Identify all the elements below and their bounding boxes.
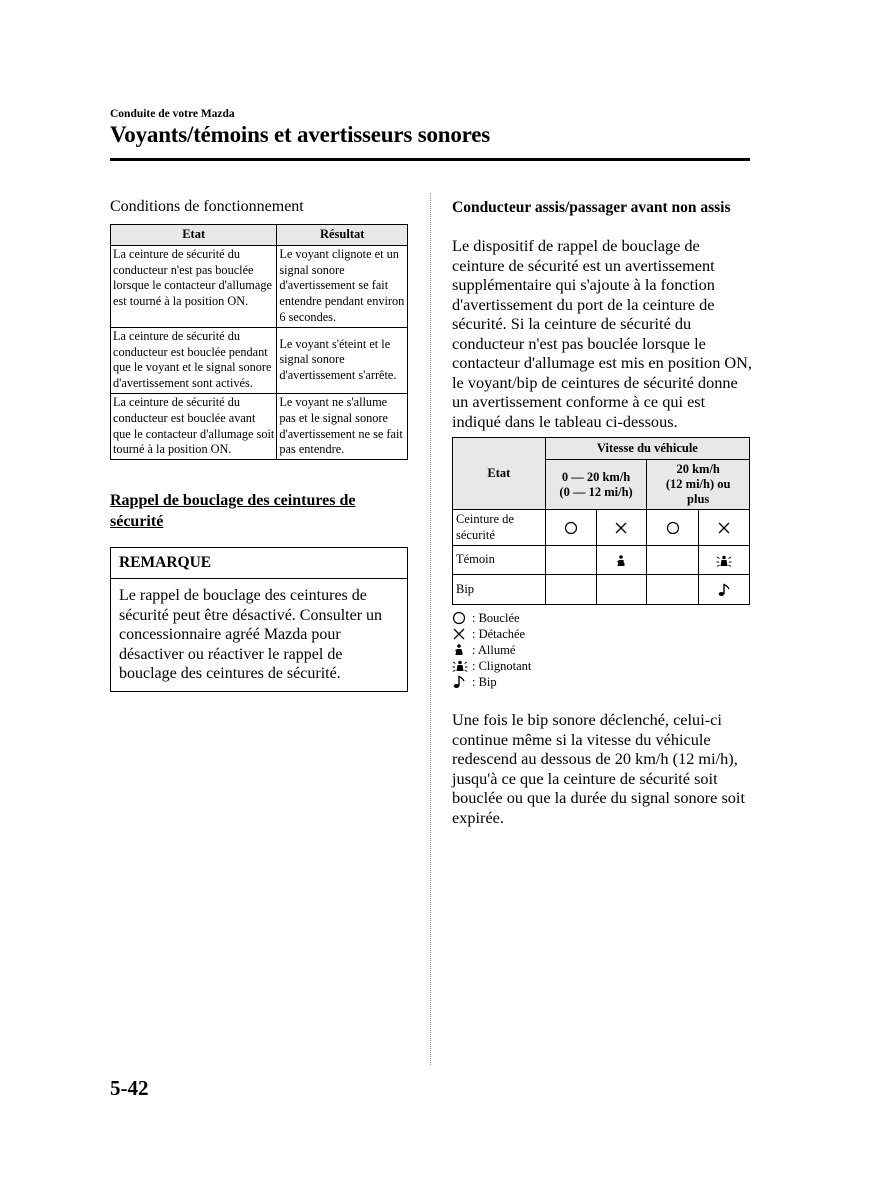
- table-cell: [545, 575, 596, 605]
- cross-icon: [614, 521, 628, 535]
- table-row: [111, 393, 408, 459]
- page-number: 5-42: [110, 1076, 149, 1100]
- table-row: [453, 510, 750, 546]
- table-header-row: [453, 438, 750, 460]
- legend-label: : Détachée: [472, 627, 526, 641]
- beep-icon: [452, 675, 466, 689]
- note-body: Le rappel de bouclage des ceintures de sécurité peut être désactivé. Consulter un concessionnaire agréé Mazda pour désactiver ou réactiver le rappel de bouclage des ceintures de sécurité.: [119, 587, 383, 683]
- circle-icon: [666, 521, 680, 535]
- speed-table: [452, 437, 750, 605]
- table-cell-resultat: Le voyant clignote et un signal sonore d'avertissement se fait entendre pendant environ 6 secondes.: [277, 245, 408, 327]
- legend-item: [452, 626, 531, 642]
- row-label-ceinture: Ceinture de sécurité: [453, 510, 546, 546]
- speed-high-line1: 20 km/h: [676, 462, 720, 476]
- speed-header-high: [647, 460, 750, 510]
- legend-item: [452, 674, 531, 690]
- table-cell: [596, 575, 647, 605]
- row-label-bip: Bip: [453, 575, 546, 605]
- legend-label: : Allumé: [472, 643, 516, 657]
- column-header-etat: Etat: [111, 225, 277, 246]
- table-cell: [596, 510, 647, 546]
- table-cell: [545, 546, 596, 575]
- speed-low-line1: 0 — 20 km/h: [561, 469, 631, 484]
- table-header-row: [111, 225, 408, 246]
- table-cell: [699, 575, 750, 605]
- table-cell: [647, 510, 699, 546]
- section-label: Conduite de votre Mazda: [110, 108, 235, 120]
- table-cell: [545, 510, 596, 546]
- speed-header-low: [545, 460, 647, 510]
- lamp-blinking-icon: [452, 659, 468, 673]
- column-header-vitesse: Vitesse du véhicule: [545, 438, 749, 460]
- lamp-on-icon: [452, 643, 466, 657]
- note-title: REMARQUE: [111, 548, 407, 579]
- lamp-blinking-icon: [716, 554, 732, 568]
- table-cell: [647, 546, 699, 575]
- cross-icon: [452, 627, 466, 641]
- column-header-resultat: Résultat: [277, 225, 408, 246]
- beep-icon: [717, 583, 731, 597]
- table-cell-etat: La ceinture de sécurité du conducteur est bouclée avant que le contacteur d'allumage soit tourné à la position ON.: [111, 393, 277, 459]
- table-cell: [699, 546, 750, 575]
- table-cell-resultat: Le voyant ne s'allume pas et le signal sonore d'avertissement ne se fait pas entendre.: [277, 393, 408, 459]
- legend-item: [452, 658, 531, 674]
- cross-icon: [717, 521, 731, 535]
- table-cell: [596, 546, 647, 575]
- legend: [452, 610, 531, 690]
- lamp-on-icon: [614, 554, 628, 568]
- speed-high-line3: plus: [687, 492, 710, 506]
- legend-label: : Bip: [472, 675, 497, 689]
- note-box: [110, 547, 408, 692]
- final-paragraph: Une fois le bip sonore déclenché, celui-ci continue même si la vitesse du véhicule redescend au dessous de 20 km/h (12 mi/h), jusqu'à ce que la ceinture de sécurité soit bouclée ou que la durée du signal sonore soit expirée.: [452, 710, 745, 827]
- conditions-heading: Conditions de fonctionnement: [110, 198, 304, 215]
- speed-high-line2: (12 mi/h) ou: [665, 477, 731, 491]
- legend-item: [452, 642, 531, 658]
- rappel-heading: Rappel de bouclage des ceintures de sécurité: [110, 492, 356, 530]
- legend-label: : Bouclée: [472, 611, 520, 625]
- conditions-table: [110, 224, 408, 460]
- legend-item: [452, 610, 531, 626]
- speed-low-line2: (0 — 12 mi/h): [559, 484, 633, 499]
- row-label-temoin: Témoin: [453, 546, 546, 575]
- column-header-etat: Etat: [453, 438, 546, 510]
- table-row: [453, 575, 750, 605]
- table-row: [111, 327, 408, 393]
- circle-icon: [564, 521, 578, 535]
- table-cell: [647, 575, 699, 605]
- right-heading: Conducteur assis/passager avant non assis: [452, 199, 731, 216]
- table-cell-resultat: Le voyant s'éteint et le signal sonore d'avertissement s'arrête.: [277, 327, 408, 393]
- page-title: Voyants/témoins et avertisseurs sonores: [110, 122, 490, 147]
- right-paragraph: Le dispositif de rappel de bouclage de ceinture de sécurité est un avertissement supplémentaire qui s'ajoute à la fonction d'avertissement du port de la ceinture de sécurité. Si la ceinture de sécurité du conducteur n'est pas bouclée lorsque le contacteur d'allumage est mis en position ON, le voyant/bip de ceintures de sécurité donne un avertissement conforme à ce qui est indiqué dans le tableau ci-dessous.: [452, 236, 752, 431]
- table-row: [111, 245, 408, 327]
- circle-icon: [452, 611, 466, 625]
- table-cell-etat: La ceinture de sécurité du conducteur n'est pas bouclée lorsque le contacteur d'allumage est tourné à la position ON.: [111, 245, 277, 327]
- column-divider: [430, 193, 431, 1065]
- table-cell-etat: La ceinture de sécurité du conducteur est bouclée pendant que le voyant et le signal sonore d'avertissement sont activés.: [111, 327, 277, 393]
- title-rule: [110, 158, 750, 161]
- legend-label: : Clignotant: [472, 659, 532, 673]
- table-row: [453, 546, 750, 575]
- table-cell: [699, 510, 750, 546]
